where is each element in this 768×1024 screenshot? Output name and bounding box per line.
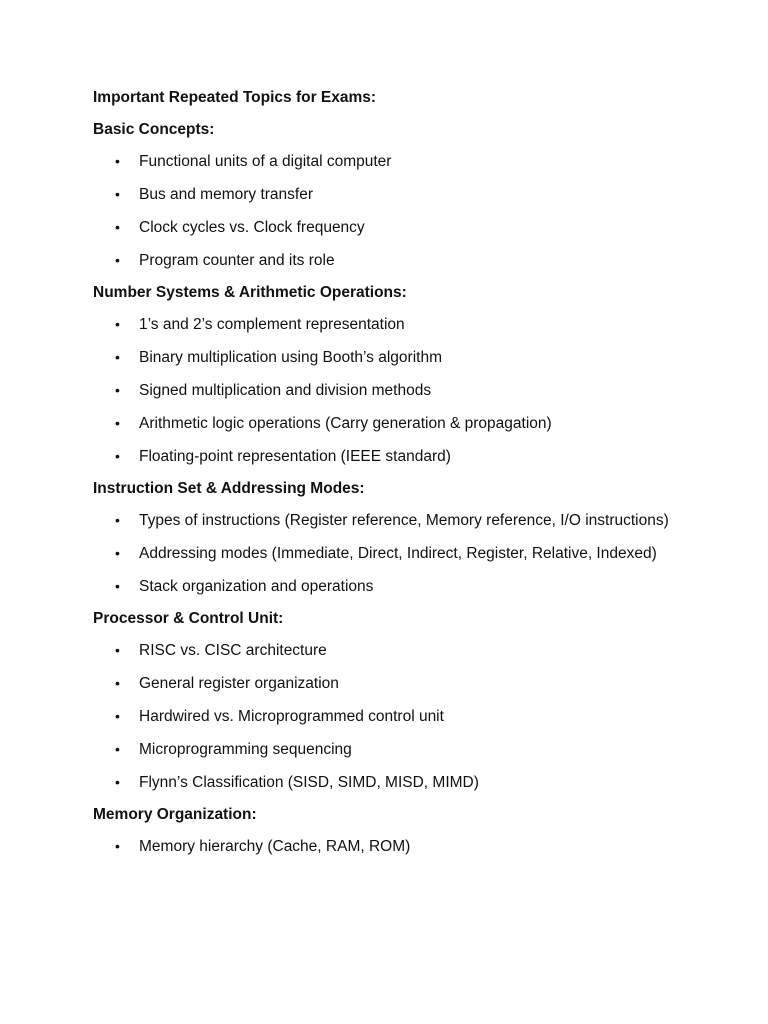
section-heading: Instruction Set & Addressing Modes: [93,480,365,497]
bullet-list [93,640,768,794]
list-item: • Binary multiplication using Booth’s algorithm [93,347,679,369]
section-heading: Processor & Control Unit: [93,610,284,627]
list-item: • Hardwired vs. Microprogrammed control unit [93,706,679,728]
bullet-list [93,836,768,858]
section-heading: Number Systems & Arithmetic Operations: [93,284,407,301]
list-item: • Floating-point representation (IEEE standard) [93,446,679,468]
list-item: • Types of instructions (Register reference, Memory reference, I/O instructions) [93,510,679,532]
list-item: • Stack organization and operations [93,576,679,598]
section-instruction-set [93,479,768,598]
section-memory-organization [93,805,768,858]
document-title: Important Repeated Topics for Exams: [93,89,377,106]
list-item: • Microprogramming sequencing [93,739,679,761]
list-item: • Program counter and its role [93,250,679,272]
section-basic-concepts [93,120,768,272]
list-item: • Arithmetic logic operations (Carry generation & propagation) [93,413,679,435]
list-item: • Clock cycles vs. Clock frequency [93,217,679,239]
list-item: • General register organization [93,673,679,695]
section-number-systems [93,283,768,468]
section-heading: Basic Concepts: [93,121,215,138]
list-item: • Bus and memory transfer [93,184,679,206]
list-item: • 1’s and 2’s complement representation [93,314,679,336]
list-item: • Functional units of a digital computer [93,151,679,173]
list-item: • Addressing modes (Immediate, Direct, Indirect, Register, Relative, Indexed) [93,543,679,565]
list-item: • Flynn’s Classification (SISD, SIMD, MISD, MIMD) [93,772,679,794]
bullet-list [93,151,768,272]
section-heading: Memory Organization: [93,806,257,823]
section-processor-control [93,609,768,794]
bullet-list [93,510,768,598]
list-item: • Signed multiplication and division methods [93,380,679,402]
bullet-list [93,314,768,468]
list-item: • Memory hierarchy (Cache, RAM, ROM) [93,836,679,858]
list-item: • RISC vs. CISC architecture [93,640,679,662]
